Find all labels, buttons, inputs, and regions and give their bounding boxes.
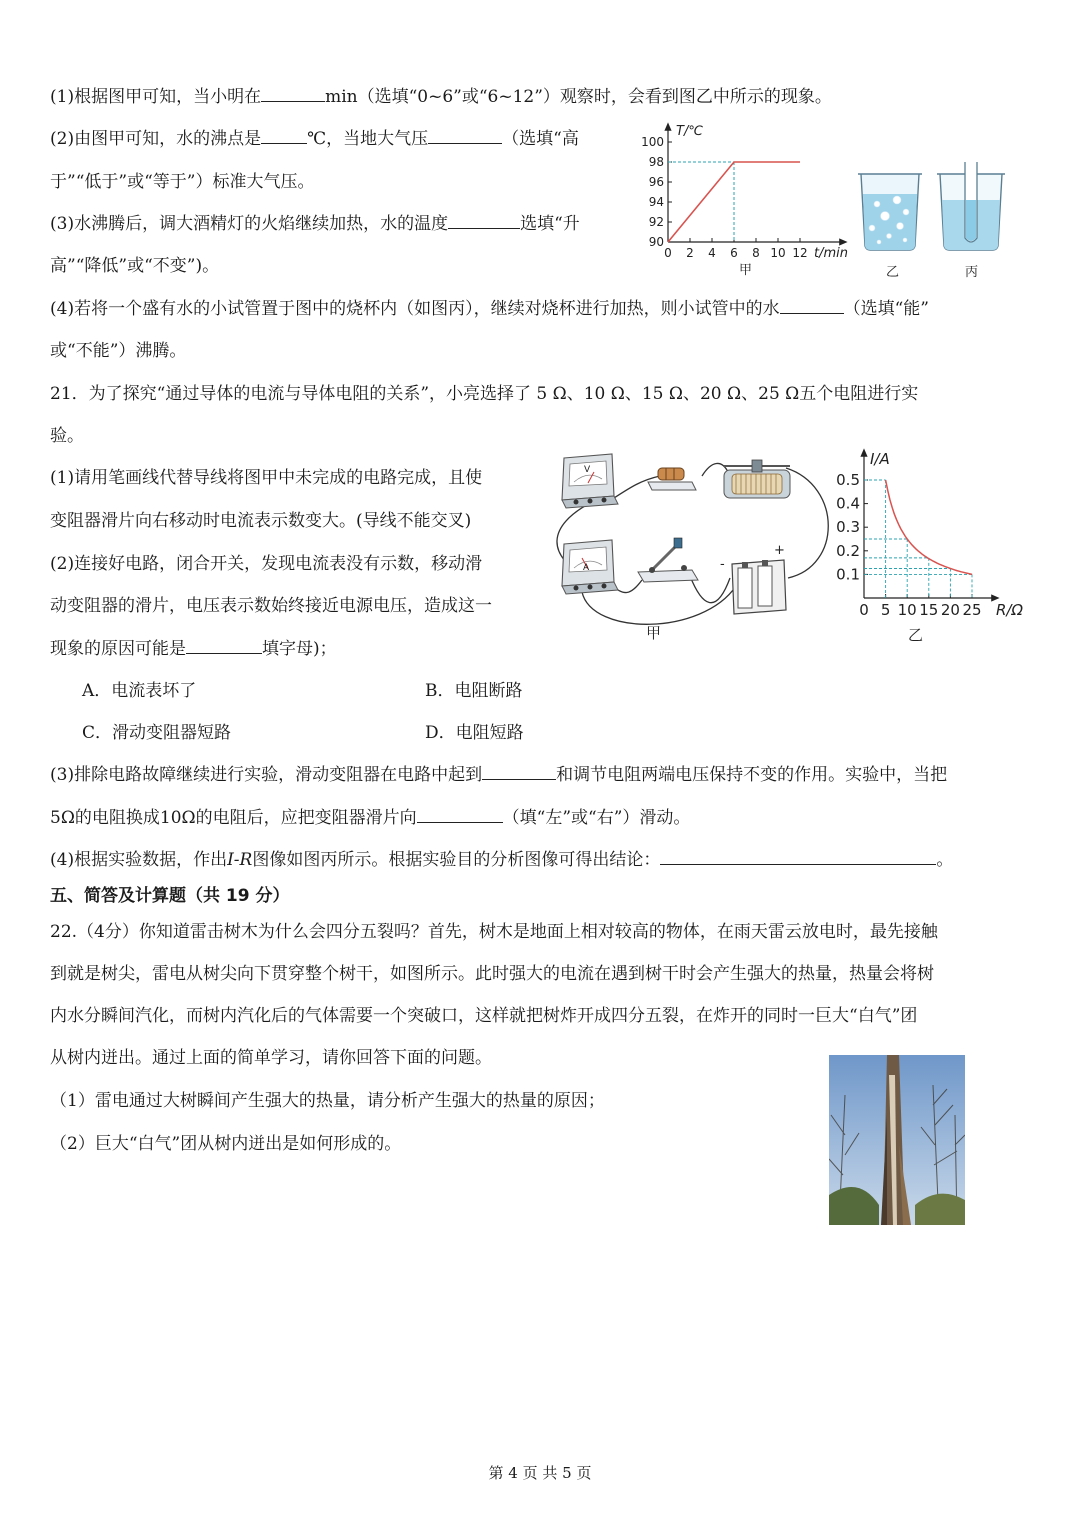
answer-blank[interactable]	[780, 298, 844, 314]
q20-part2-cont: 于”“低于”或“等于”）标准大气压。	[50, 172, 315, 192]
caption-bing: 丙	[965, 265, 979, 280]
page-footer: 第 4 页 共 5 页	[488, 1464, 592, 1482]
lightning-tree-photo	[829, 1055, 965, 1225]
q22-sub1: （1）雷电通过大树瞬间产生强大的热量，请分析产生强大的热量的原因；	[50, 1091, 605, 1111]
y-tick-label: 0.5	[836, 471, 860, 489]
battery-plus: +	[774, 543, 785, 558]
y-tick-label: 0.2	[836, 541, 860, 560]
ammeter	[562, 540, 618, 594]
wire	[786, 468, 828, 578]
q21-part4: (4)根据实验数据，作出I-R图像如图丙所示。根据实验目的分析图像可得出结论： 。	[50, 850, 954, 870]
answer-blank[interactable]	[186, 638, 262, 654]
q20-part3: (3)水沸腾后，调大酒精灯的火焰继续加热，水的温度 选填“升	[50, 214, 580, 234]
x-tick-label: 25	[962, 601, 982, 619]
q20-part4-cont: 或“不能”）沸腾。	[50, 341, 187, 361]
q21-stem-cont: 验。	[50, 426, 84, 446]
ammeter-letter: A	[583, 563, 590, 573]
q20-part3-cont: 高”“降低”或“不变”)。	[50, 256, 220, 276]
q22-line2: 到就是树尖，雷电从树尖向下贯穿整个树干，如图所示。此时强大的电流在遇到树干时会产生强大的热量，热量会将树	[50, 964, 934, 984]
x-tick-label: 8	[752, 246, 760, 260]
fixed-resistor	[648, 468, 696, 490]
answer-blank[interactable]	[428, 128, 502, 144]
q21-part2: (2)连接好电路，闭合开关，发现电流表没有示数，移动滑	[50, 554, 483, 574]
q21-part1-cont: 变阻器滑片向右移动时电流表示数变大。(导线不能交叉)	[50, 511, 472, 531]
option-b[interactable]: B．电阻断路	[425, 681, 523, 701]
caption-yi: 乙	[886, 265, 900, 280]
y-tick-label: 92	[648, 215, 664, 229]
y-axis-label: I/A	[870, 450, 890, 468]
section-heading: 五、简答及计算题（共 19 分）	[50, 886, 290, 906]
q21-part3-cont: 5Ω的电阻换成10Ω的电阻后，应把变阻器滑片向 （填“左”或“右”）滑动。	[50, 808, 691, 828]
beaker-test-tube-figure	[934, 160, 1012, 282]
answer-blank[interactable]	[261, 86, 325, 102]
wire	[582, 586, 736, 624]
voltmeter-letter: V	[584, 465, 591, 475]
x-tick-label: 2	[686, 246, 694, 260]
temperature-time-chart	[636, 118, 856, 280]
option-a[interactable]: A．电流表坏了	[82, 681, 197, 701]
q21-part2-cont: 动变阻器的滑片，电压表示数始终接近电源电压，造成这一	[50, 596, 492, 616]
circuit-figure	[552, 446, 834, 646]
x-tick-label: 15	[919, 601, 939, 619]
caption-jia: 甲	[739, 263, 753, 278]
x-axis-label: t/min	[814, 246, 848, 261]
y-tick-label: 98	[648, 155, 664, 169]
answer-blank[interactable]	[482, 764, 556, 780]
x-tick-label: 5	[880, 601, 891, 619]
q20-part4: (4)若将一个盛有水的小试管置于图中的烧杯内（如图丙），继续对烧杯进行加热，则小试管中的水 （选填“能”	[50, 299, 929, 319]
option-c[interactable]: C．滑动变阻器短路	[82, 723, 232, 743]
x-tick-label: 20	[940, 601, 960, 619]
y-axis-label: T/℃	[676, 124, 703, 139]
q22-line3: 内水分瞬间汽化，而树内汽化后的气体需要一个突破口，这样就把树炸开成四分五裂，在炸开的同时一巨大“白气”团	[50, 1006, 918, 1026]
x-tick-label: 10	[897, 601, 917, 619]
q21-part1: (1)请用笔画线代替导线将图甲中未完成的电路完成，且使	[50, 468, 483, 488]
q20-part1: (1)根据图甲可知，当小明在 min（选填“0~6”或“6~12”）观察时，会看到图乙中所示的现象。	[50, 87, 832, 107]
caption-yi: 乙	[908, 626, 924, 644]
x-tick-label: 4	[708, 246, 716, 260]
x-tick-label: 0	[664, 246, 672, 260]
x-axis-label: R/Ω	[996, 601, 1023, 619]
q22-line4: 从树内迸出。通过上面的简单学习，请你回答下面的问题。	[50, 1048, 492, 1068]
x-tick-label: 12	[792, 246, 808, 260]
y-tick-label: 0.1	[836, 565, 860, 584]
q22-line1: 22.（4分）你知道雷击树木为什么会四分五裂吗？首先，树木是地面上相对较高的物体，在雨天雷云放电时，最先接触	[50, 922, 938, 942]
x-tick-label: 0	[859, 601, 869, 619]
y-tick-label: 96	[648, 175, 664, 189]
answer-blank[interactable]	[261, 128, 307, 144]
option-d[interactable]: D．电阻短路	[425, 723, 524, 743]
y-tick-label: 94	[648, 195, 664, 209]
voltmeter	[562, 454, 618, 508]
q21-stem: 21．为了探究“通过导体的电流与导体电阻的关系”，小亮选择了 5 Ω、10 Ω、15 Ω、20 Ω、25 Ω五个电阻进行实	[50, 384, 919, 404]
y-tick-label: 90	[648, 235, 664, 249]
q21-part3: (3)排除电路故障继续进行实验，滑动变阻器在电路中起到 和调节电阻两端电压保持不变的作用。实验中，当把	[50, 765, 948, 785]
q20-part2: (2)由图甲可知，水的沸点是 ℃，当地大气压 （选填“高	[50, 129, 579, 149]
x-tick-label: 10	[770, 246, 786, 260]
answer-blank[interactable]	[448, 213, 520, 229]
q22-sub2: （2）巨大“白气”团从树内迸出是如何形成的。	[50, 1134, 402, 1154]
answer-blank[interactable]	[660, 849, 936, 865]
y-tick-label: 0.4	[836, 494, 860, 513]
y-tick-label: 0.3	[836, 518, 860, 537]
sliding-rheostat	[724, 460, 790, 498]
switch	[638, 538, 698, 582]
q21-part2-cont2: 现象的原因可能是 填字母)；	[50, 639, 337, 659]
x-tick-label: 6	[730, 246, 738, 260]
rheostat-slider	[752, 460, 762, 472]
caption-circuit-jia: 甲	[646, 624, 662, 642]
current-resistance-chart	[836, 446, 1036, 646]
battery-minus: -	[720, 557, 725, 572]
answer-blank[interactable]	[417, 807, 503, 823]
y-tick-label: 100	[641, 135, 664, 149]
beaker-boiling-figure	[855, 160, 927, 282]
